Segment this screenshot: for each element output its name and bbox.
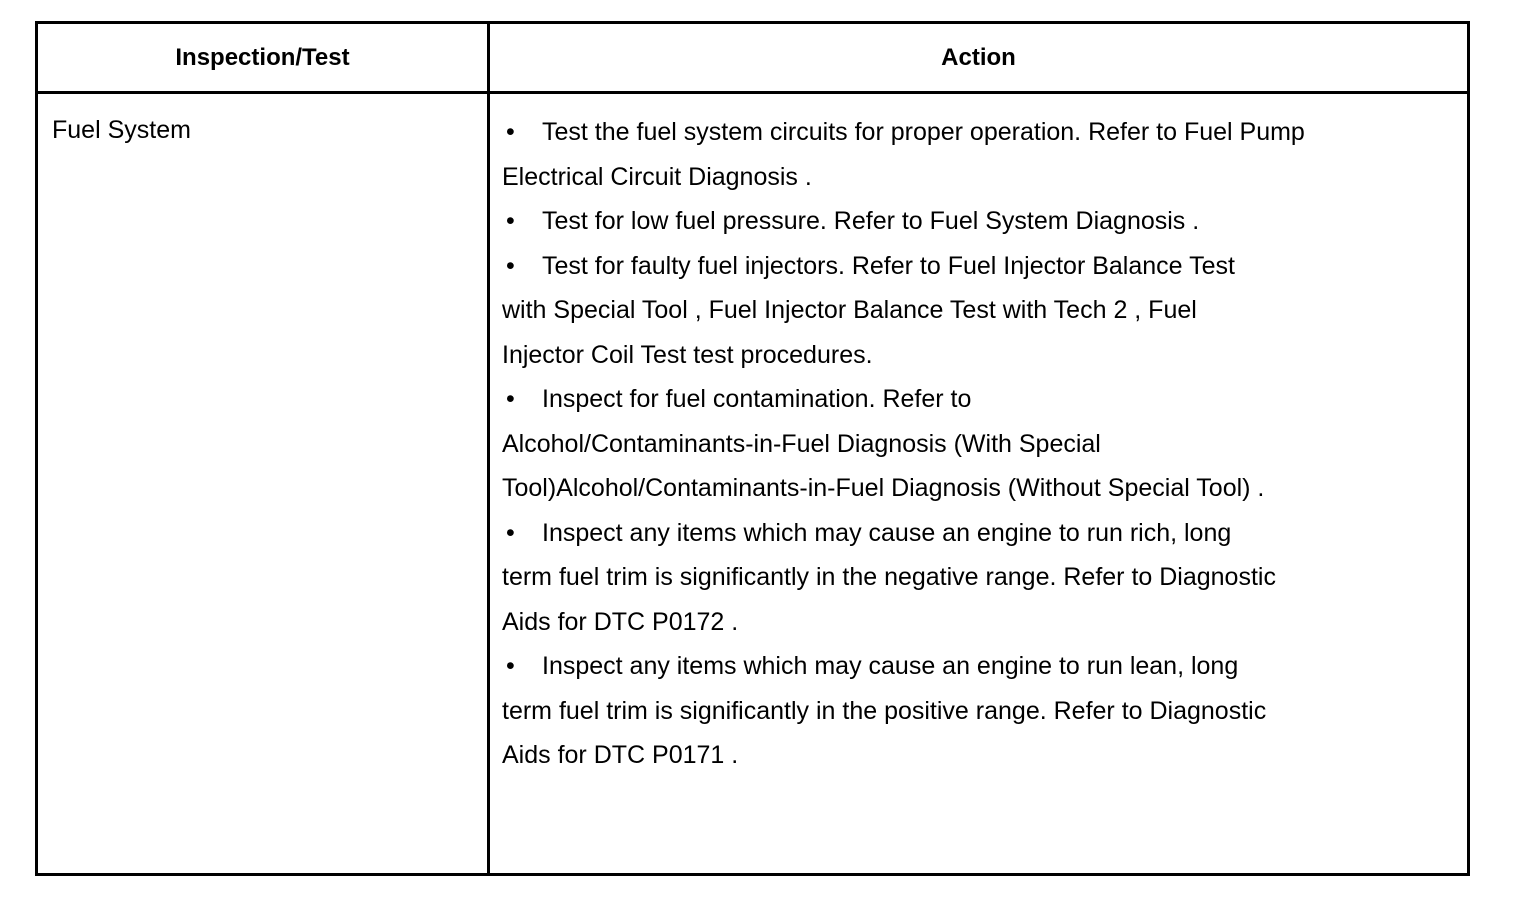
- action-line: [502, 511, 1432, 556]
- action-text: Electrical Circuit Diagnosis .: [502, 162, 812, 191]
- inspection-table: [35, 21, 1470, 876]
- action-text: Aids for DTC P0172 .: [502, 607, 739, 636]
- action-text: Inspect any items which may cause an engine to run lean, long: [542, 652, 1239, 680]
- column-divider: [487, 24, 490, 873]
- action-text: Aids for DTC P0171 .: [502, 741, 739, 769]
- action-line: [502, 199, 1432, 244]
- action-line: [502, 689, 1432, 734]
- header-action: Action: [941, 43, 1016, 71]
- action-text: Injector Coil Test test procedures.: [502, 340, 873, 369]
- action-line: [502, 733, 1432, 778]
- bullet-marker: •: [506, 652, 515, 680]
- bullet-marker: •: [506, 118, 515, 146]
- action-line: [502, 333, 1432, 378]
- action-text: Alcohol/Contaminants-in-Fuel Diagnosis (With Special: [502, 429, 1101, 458]
- action-line: [502, 110, 1432, 155]
- action-line: [502, 422, 1432, 467]
- action-line: [502, 600, 1432, 645]
- action-line: [502, 466, 1432, 511]
- action-text: Test for faulty fuel injectors. Refer to Fuel Injector Balance Test: [542, 251, 1235, 280]
- action-line: [502, 288, 1432, 333]
- inspection-cell: Fuel System: [52, 116, 191, 144]
- bullet-marker: •: [506, 385, 515, 413]
- action-text: Test the fuel system circuits for proper operation. Refer to Fuel Pump: [542, 118, 1305, 146]
- action-text: Tool)Alcohol/Contaminants-in-Fuel Diagnosis (Without Special Tool) .: [502, 474, 1265, 502]
- bullet-marker: •: [506, 251, 515, 280]
- action-text: with Special Tool , Fuel Injector Balance Test with Tech 2 , Fuel: [502, 296, 1197, 324]
- action-line: [502, 155, 1432, 200]
- action-line: [502, 377, 1432, 422]
- action-text: Test for low fuel pressure. Refer to Fuel System Diagnosis .: [542, 207, 1200, 235]
- action-line: [502, 644, 1432, 689]
- action-line: [502, 244, 1432, 289]
- header-inspection-test: Inspection/Test: [175, 43, 350, 71]
- action-text: term fuel trim is significantly in the positive range. Refer to Diagnostic: [502, 696, 1267, 725]
- action-text: Inspect for fuel contamination. Refer to: [542, 385, 972, 413]
- bullet-marker: •: [506, 518, 515, 547]
- action-cell: [502, 110, 1432, 778]
- table-header-row: [38, 24, 1467, 94]
- action-line: [502, 555, 1432, 600]
- bullet-marker: •: [506, 207, 515, 235]
- action-text: term fuel trim is significantly in the negative range. Refer to Diagnostic: [502, 563, 1276, 591]
- action-text: Inspect any items which may cause an engine to run rich, long: [542, 518, 1232, 547]
